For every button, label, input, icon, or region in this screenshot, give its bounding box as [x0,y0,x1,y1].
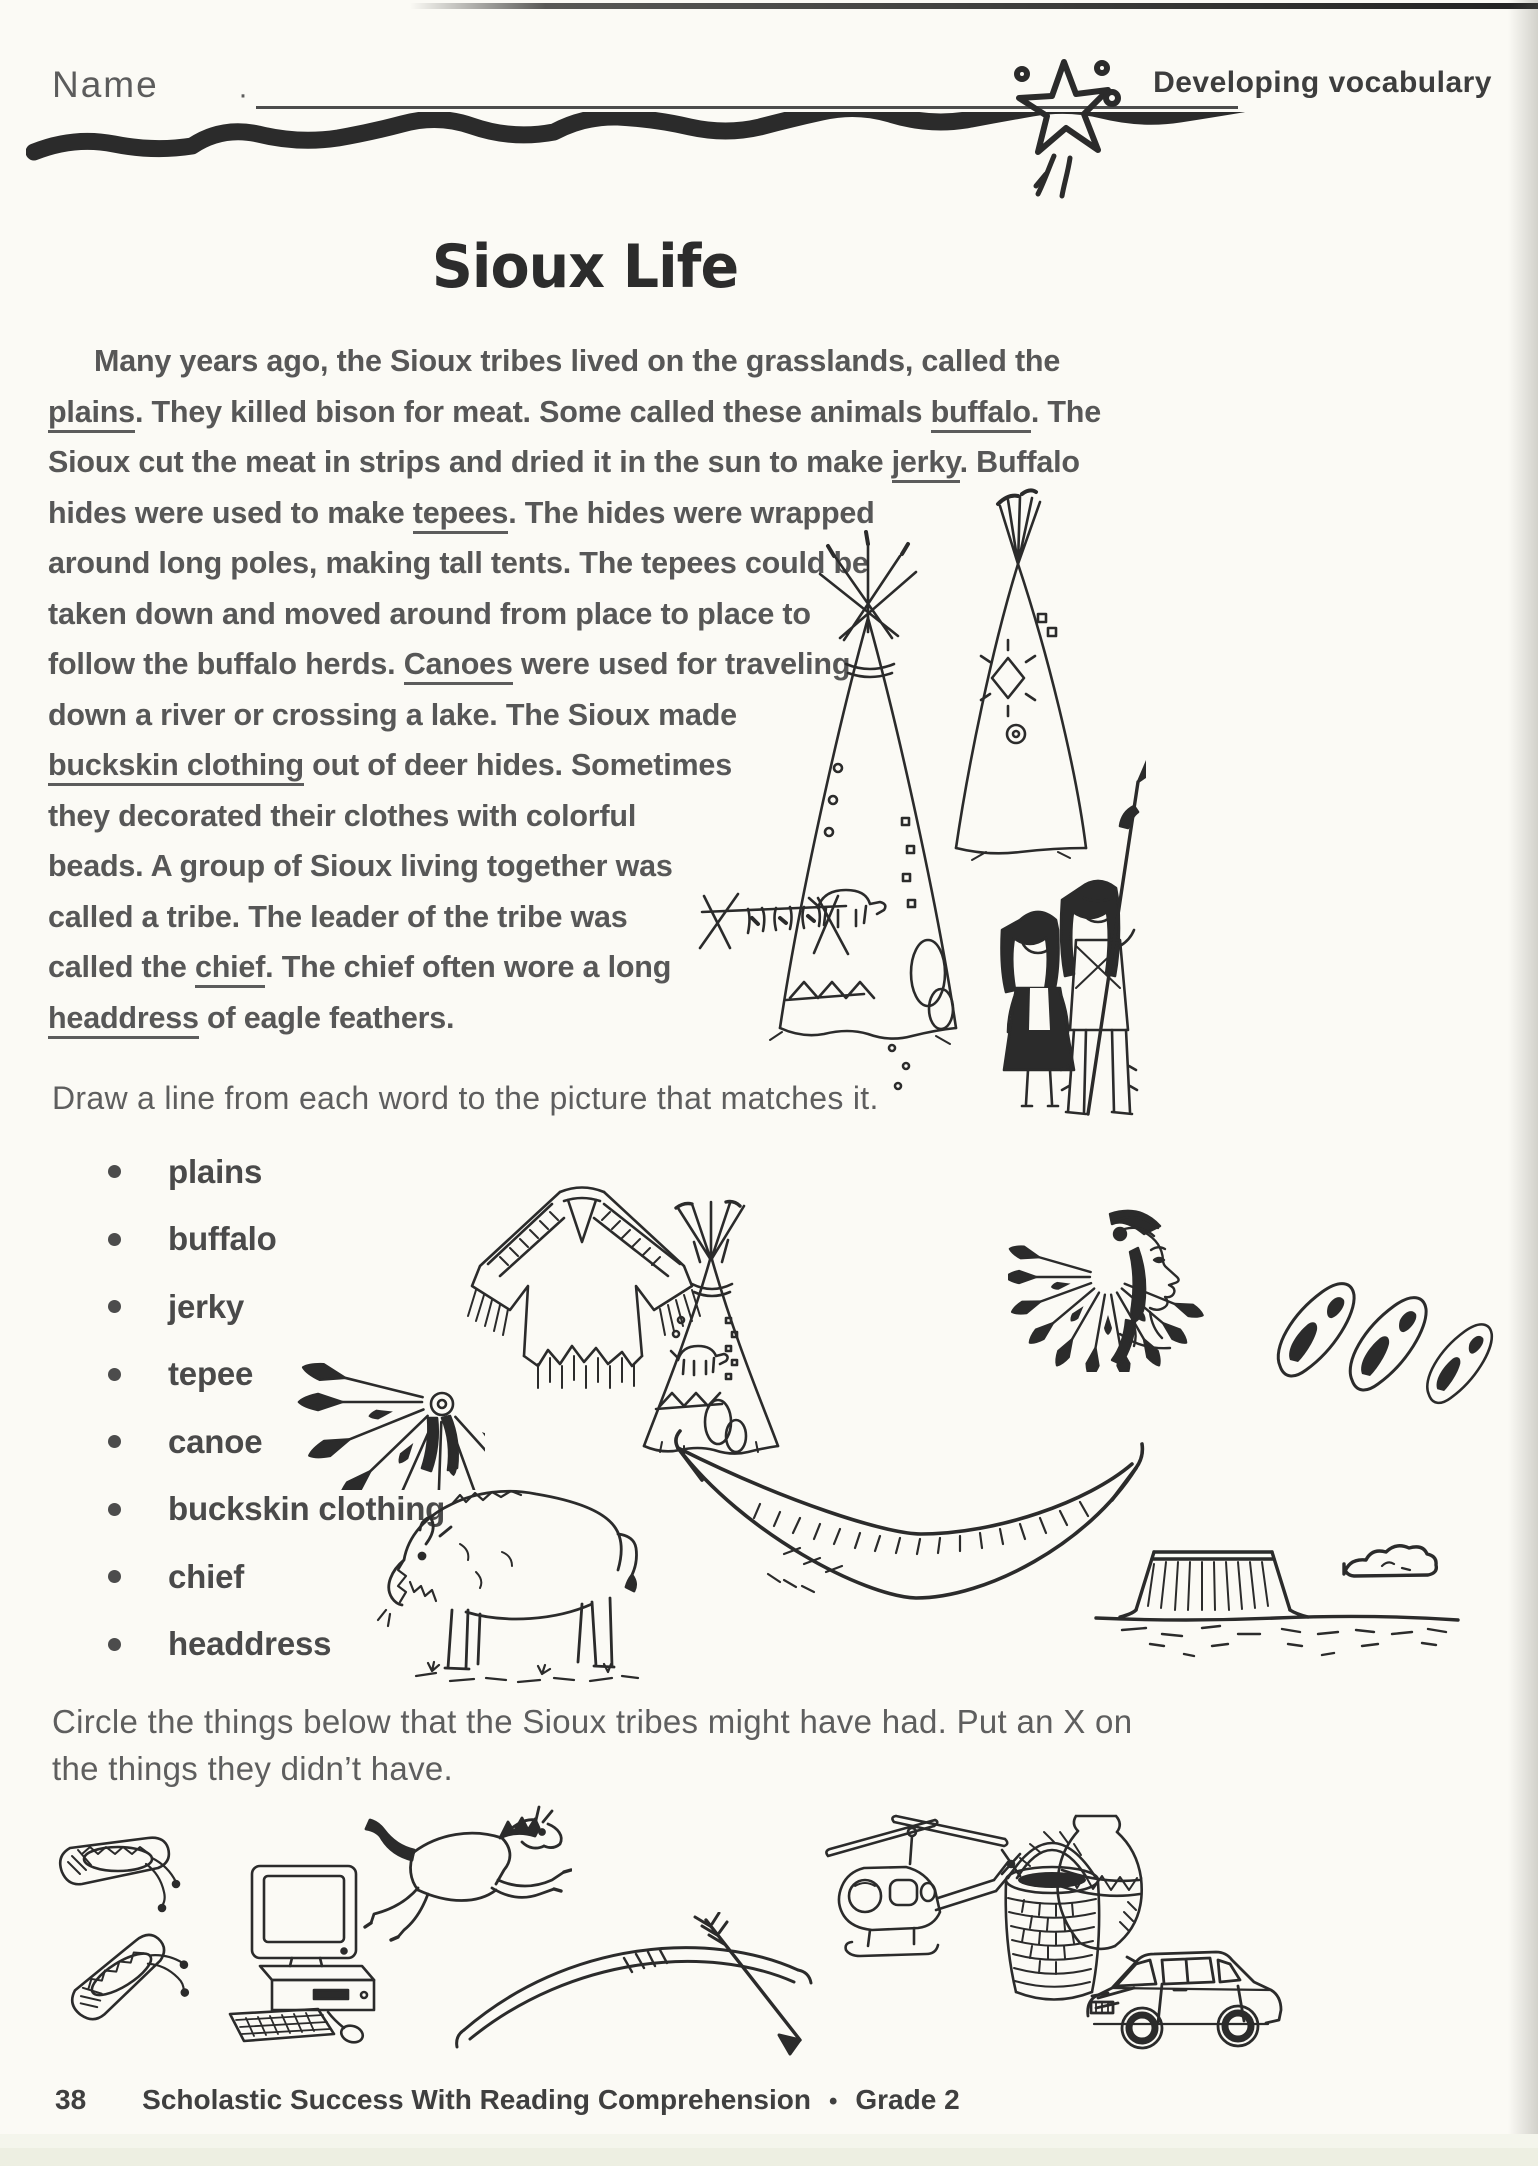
passage-line: buckskin clothing out of deer hides. Sometimes [48,740,1101,791]
buffalo-picture[interactable] [356,1452,671,1692]
passage-line: they decorated their clothes with colorful [48,798,637,833]
scan-edge-top [410,3,1538,9]
passage-line: hides were used to make tepees. The hides were wrapped [48,488,1101,539]
footer-grade-label: Grade 2 [855,2084,960,2115]
word-label: buffalo [168,1220,277,1258]
car-picture[interactable] [1078,1916,1298,2068]
plains-picture[interactable] [1092,1522,1484,1667]
passage-line: Many years ago, the Sioux tribes lived on the grasslands, called the [94,344,1061,378]
footer-bullet: • [828,2088,838,2115]
word-item-plains[interactable] [108,1138,445,1206]
word-label: tepee [168,1355,254,1393]
page-number: 38 [55,2084,87,2115]
name-label-dot: · [238,78,248,111]
bullet-icon [108,1233,121,1246]
passage-line: headdress of eagle feathers. [48,993,1101,1044]
passage-line: around long poles, making tall tents. The tepees could be [48,546,869,580]
village-illustration [686,466,1146,1118]
passage-line: called a tribe. The leader of the tribe was [48,899,628,934]
activity2-instruction-line2: the things they didn’t have. [52,1750,453,1787]
header-topic-label: Developing vocabulary [1153,66,1492,99]
passage-line: called the chief. The chief often wore a long [48,942,1101,993]
bullet-icon [108,1165,121,1178]
scan-edge-bottom [0,2148,1538,2166]
jerky-picture[interactable] [1272,1262,1512,1480]
word-label: jerky [168,1287,245,1325]
activity2-instruction [52,1698,1132,1792]
squiggle-divider [26,112,1430,176]
chief-picture[interactable] [1008,1152,1236,1372]
word-label: buckskin clothing [168,1490,446,1528]
canoe-picture[interactable] [664,1384,1158,1612]
activity1-instruction: Draw a line from each word to the picture that matches it. [52,1080,879,1116]
name-label: Name [52,64,159,105]
word-label: chief [168,1557,245,1595]
scan-edge-bottom-fade [0,2134,1538,2148]
passage-line: down a river or crossing a lake. The Sioux made [48,697,737,732]
word-label: plains [168,1152,263,1190]
word-label: headdress [168,1625,332,1663]
activity2-instruction-line1: Circle the things below that the Sioux tribes might have had. Put an X on [52,1703,1133,1740]
passage-line: plains. They killed bison for meat. Some called these animals buffalo. The [48,387,1101,438]
footer-series-title: Scholastic Success With Reading Comprehension [142,2084,811,2115]
page-title: Sioux Life [431,232,739,302]
scan-edge-right [1508,0,1538,2166]
word-label: canoe [168,1422,263,1460]
bullet-icon [108,1435,121,1448]
bullet-icon [108,1570,121,1583]
passage-line: follow the buffalo herds. Canoes were used for traveling [48,639,1101,690]
bullet-icon [108,1638,121,1651]
passage-line: Sioux cut the meat in strips and dried it in the sun to make jerky. Buffalo [48,437,1101,488]
bullet-icon [108,1368,121,1381]
passage-line: taken down and moved around from place to place to [48,596,811,631]
bullet-icon [108,1503,121,1516]
passage-line: beads. A group of Sioux living together was [48,849,673,883]
bullet-icon [108,1300,121,1313]
footer [55,2084,960,2116]
